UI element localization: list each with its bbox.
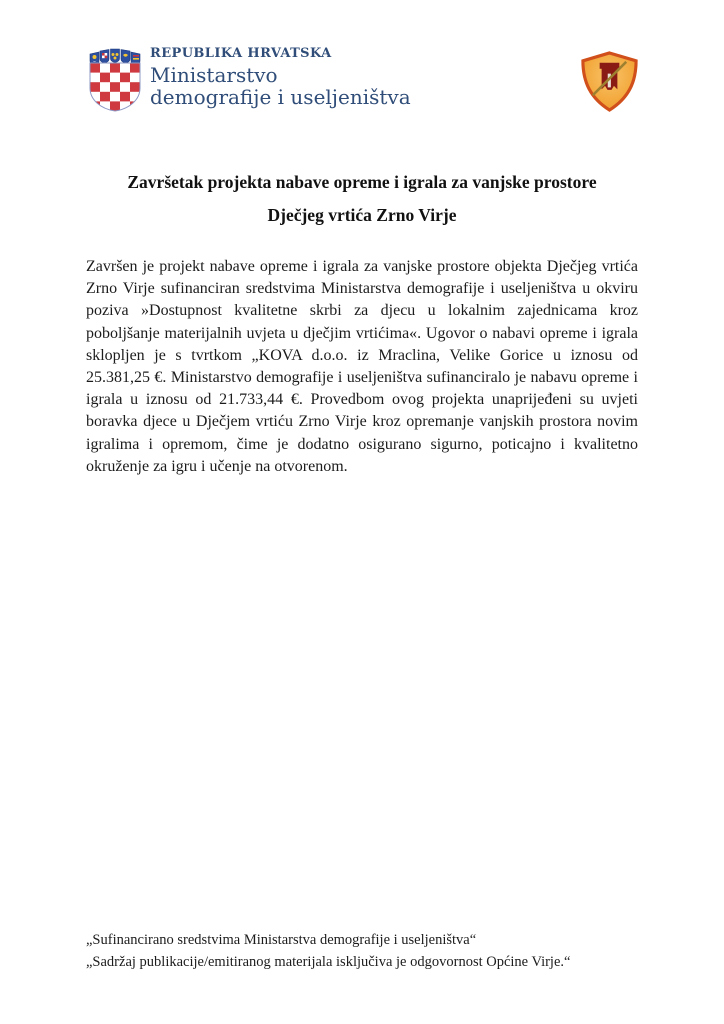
ministry-name-line2: demografije i useljeništva [150, 85, 411, 109]
croatian-coat-of-arms-icon [88, 46, 142, 112]
ministry-wordmark [150, 46, 411, 108]
title-line-2: Dječjeg vrtića Zrno Virje [267, 205, 457, 225]
document-title [86, 166, 638, 232]
footer-disclaimer [86, 929, 646, 973]
footer-line-2: „Sadržaj publikacije/emitiranog materijala isključiva je odgovornost Općine Virje.“ [86, 954, 571, 970]
republic-label: REPUBLIKA HRVATSKA [150, 46, 332, 61]
body-paragraph: Završen je projekt nabave opreme i igrala za vanjske prostore objekta Dječjeg vrtića Zrno Virje sufinanciran sredstvima Ministarstva demografije i useljeništva u okviru poziva »Dostupnost kvalitetne skrbi za djecu u lokalnim zajednicama kroz poboljšanje materijalnih uvjeta u dječjim vrtićima«. Ugovor o nabavi opreme i igrala sklopljen je s tvrtkom „KOVA d.o.o. iz Mraclina, Velike Gorice u iznosu od 25.381,25 €. Ministarstvo demografije i useljeništva sufinanciralo je nabavu opreme i igrala u iznosu od 21.733,44 €. Provedbom ovog projekta unaprijeđeni su uvjeti boravka djece u Dječjem vrtiću Zrno Virje kroz opremanje vanjskih prostora novim igralima i opremom, čime je dodatno osigurano sigurno, poticajno i kvalitetno okruženje za igru i učenje na otvorenom. [86, 258, 638, 475]
footer-line-1: „Sufinancirano sredstvima Ministarstva demografije i useljeništva“ [86, 932, 477, 948]
ministry-name-line1: Ministarstvo [150, 63, 278, 87]
title-line-1: Završetak projekta nabave opreme i igrala za vanjske prostore [127, 172, 597, 192]
document-header [0, 0, 724, 130]
virje-emblem-icon [578, 50, 641, 113]
